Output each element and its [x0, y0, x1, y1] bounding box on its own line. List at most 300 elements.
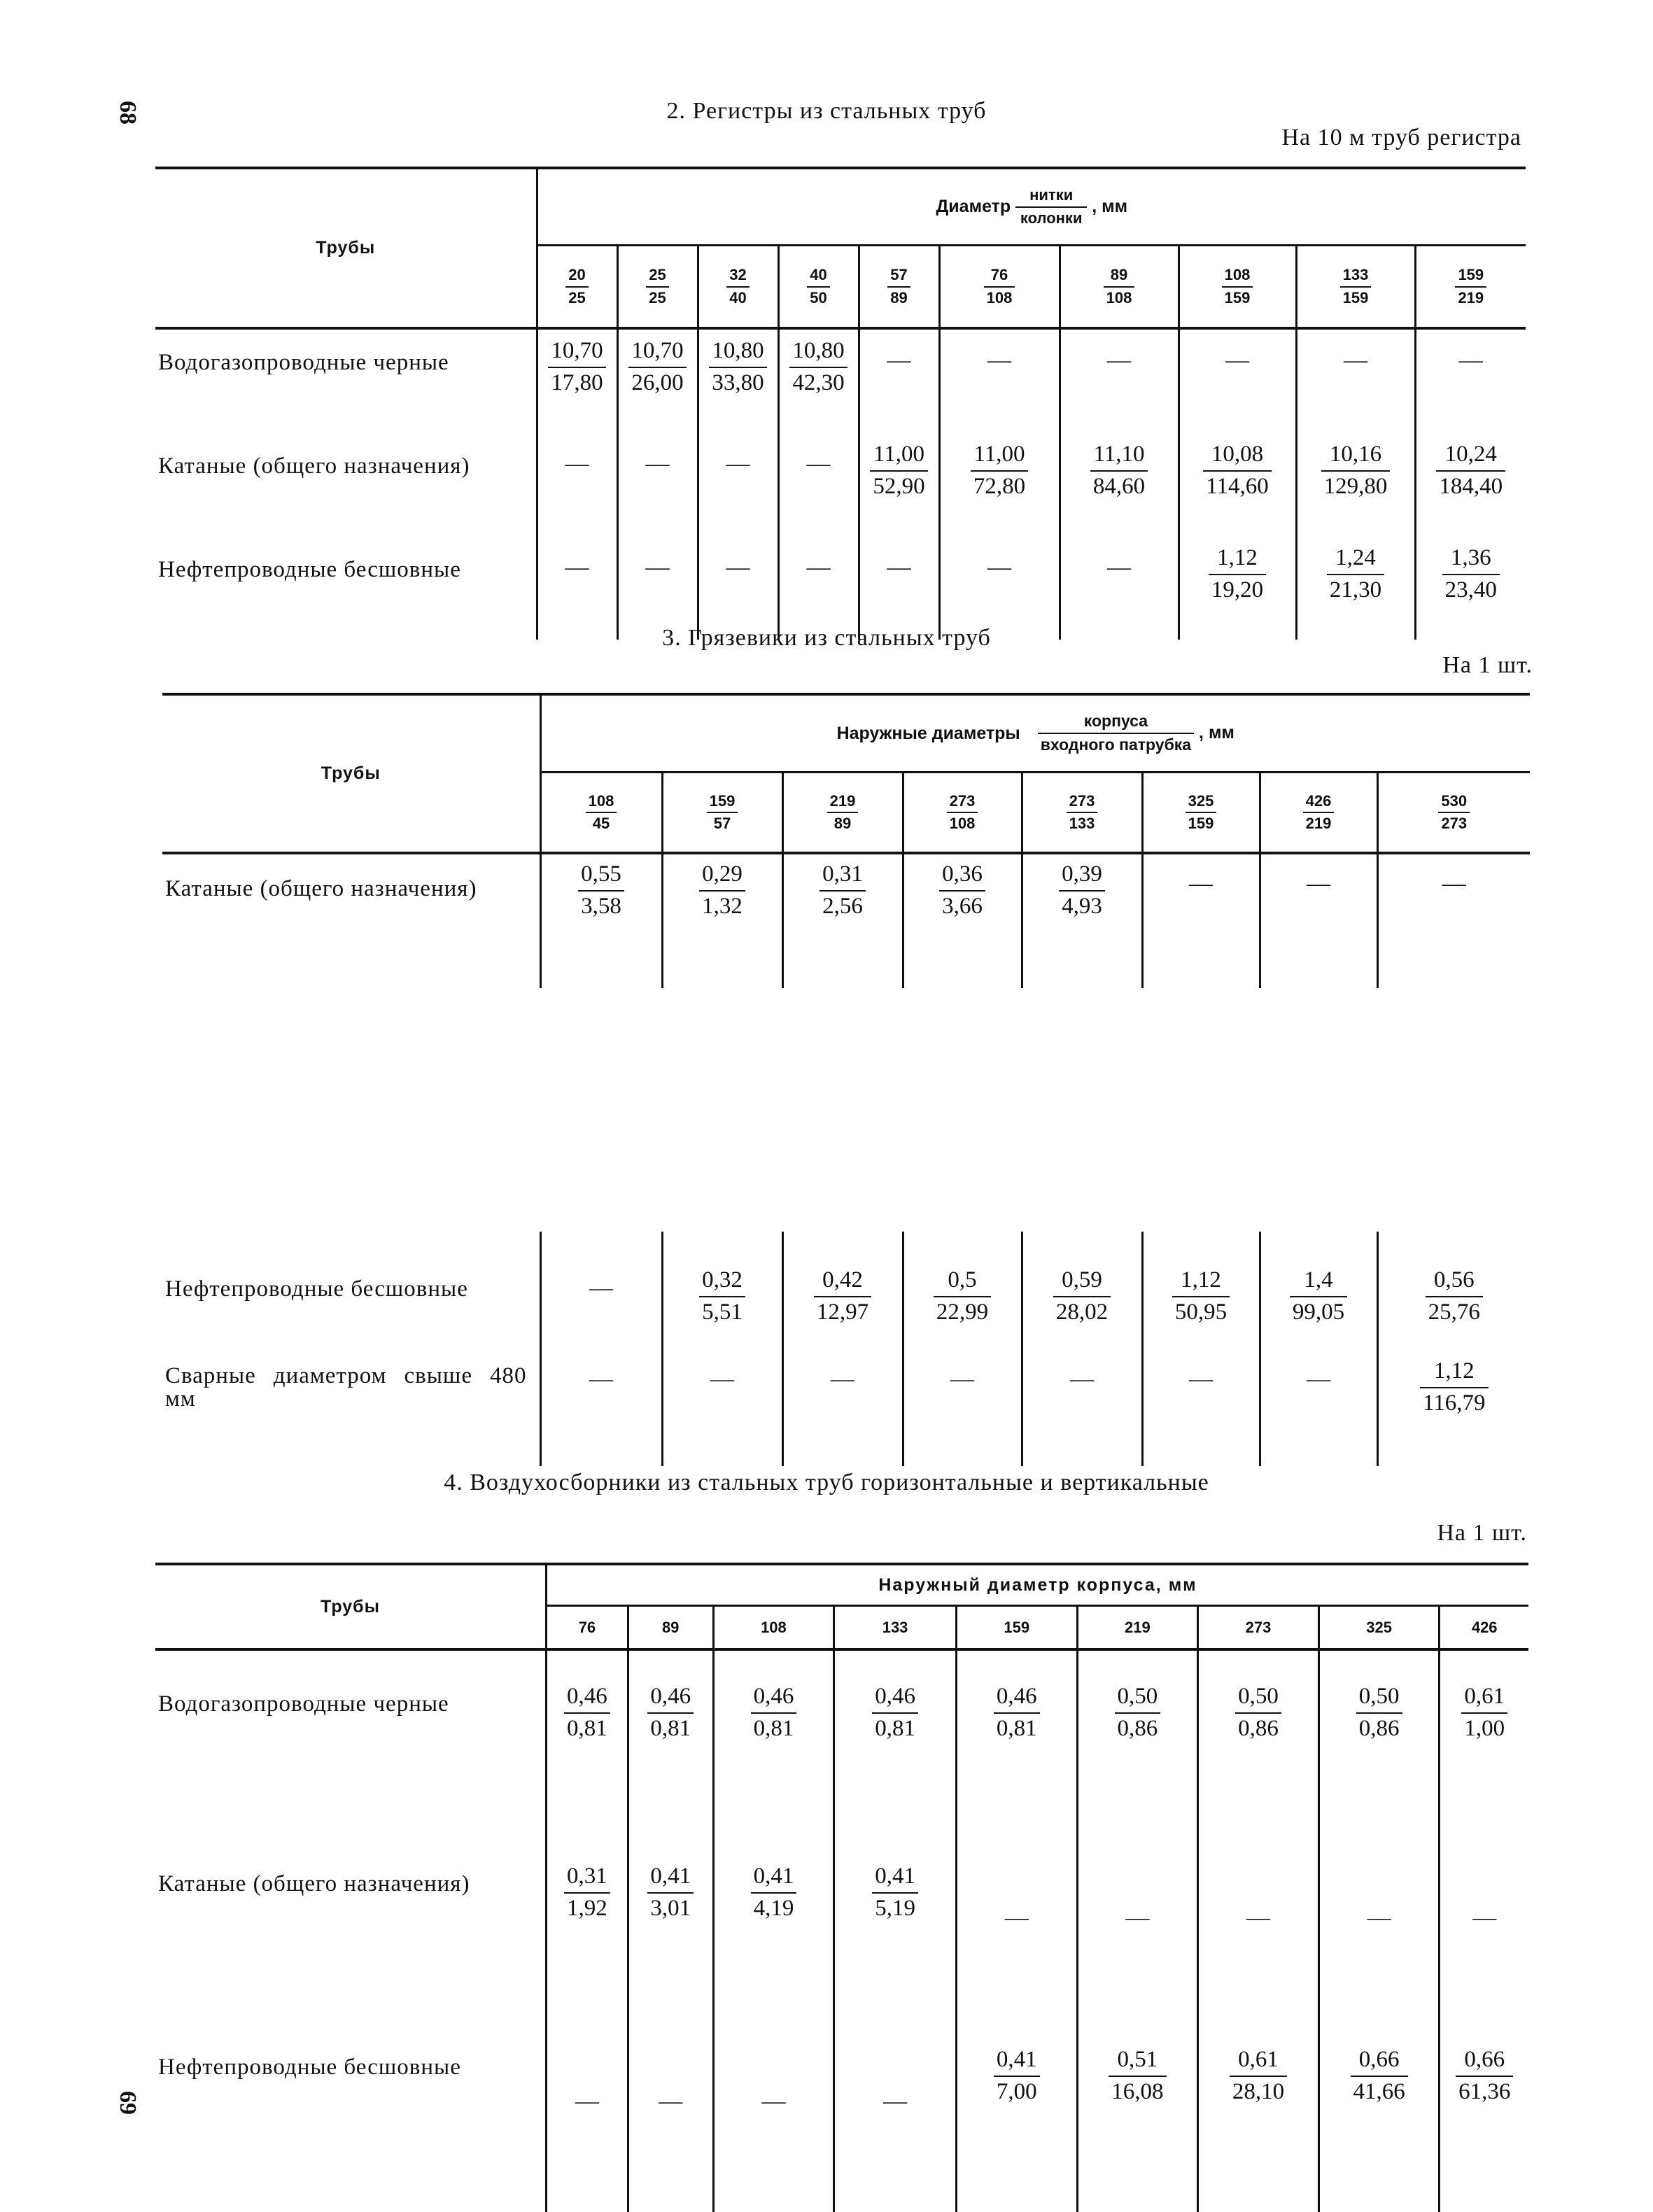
section2-col-header-label: Трубы — [155, 168, 537, 328]
fraction-numerator: 89 — [1104, 266, 1135, 287]
table-cell — [782, 854, 903, 988]
empty-dash: — — [575, 2088, 599, 2114]
value-fraction — [586, 792, 617, 833]
fraction-denominator: 17,80 — [551, 369, 603, 395]
fraction-denominator: 41,66 — [1353, 2078, 1405, 2104]
value-fraction — [1303, 792, 1335, 833]
fraction-denominator: 159 — [1224, 288, 1251, 307]
table-cell — [1179, 536, 1296, 640]
value-fraction — [872, 1863, 918, 1922]
page-number-top: 68 — [115, 101, 141, 125]
value-fraction — [707, 792, 738, 833]
fraction-numerator: 108 — [586, 792, 617, 813]
empty-dash: — — [1225, 347, 1249, 373]
value-fraction — [548, 337, 605, 397]
fraction-numerator: 10,80 — [789, 337, 847, 368]
fraction-numerator: 1,12 — [1420, 1358, 1489, 1388]
column-header: 325 — [1318, 1606, 1440, 1649]
table-cell — [1296, 536, 1415, 640]
column-header — [939, 246, 1060, 329]
fraction-numerator: 0,55 — [578, 861, 624, 892]
table-cell — [1142, 1355, 1260, 1466]
fraction-denominator: 2,56 — [822, 893, 863, 919]
fraction-denominator: 0,81 — [875, 1715, 915, 1741]
table-cell — [540, 854, 662, 988]
column-header — [698, 246, 778, 329]
empty-dash: — — [806, 451, 831, 477]
column-header — [1415, 246, 1526, 329]
fraction-denominator: 12,97 — [816, 1299, 869, 1325]
table-cell — [834, 2011, 957, 2212]
fraction-numerator: 11,10 — [1090, 441, 1148, 472]
table-cell — [713, 1828, 834, 2011]
value-fraction — [751, 1683, 797, 1742]
table-cell — [1077, 1648, 1198, 1828]
empty-dash: — — [1189, 1366, 1213, 1392]
table-cell — [537, 536, 617, 640]
value-fraction — [1455, 266, 1486, 307]
fraction-denominator: 1,00 — [1464, 1715, 1505, 1741]
fraction-denominator: 219 — [1458, 288, 1484, 307]
fraction-denominator: 0,81 — [753, 1715, 794, 1741]
table-cell — [834, 1648, 957, 1828]
value-fraction — [1356, 1683, 1402, 1742]
empty-dash: — — [659, 2088, 683, 2114]
table-cell — [1060, 536, 1179, 640]
empty-dash: — — [883, 2088, 908, 2114]
value-fraction — [1235, 1683, 1281, 1742]
value-fraction — [870, 441, 927, 500]
table-row — [162, 1355, 1530, 1466]
column-header — [859, 246, 939, 329]
empty-dash: — — [1070, 1366, 1094, 1392]
section4-table — [155, 1563, 1528, 1651]
fraction-numerator: 0,50 — [1356, 1683, 1402, 1714]
column-header — [1022, 773, 1142, 854]
empty-dash: — — [726, 554, 750, 580]
value-fraction — [726, 266, 749, 307]
empty-dash: — — [1367, 1905, 1391, 1931]
table-cell — [903, 854, 1022, 988]
table-cell — [859, 432, 939, 536]
column-header — [903, 773, 1022, 854]
column-header — [782, 773, 903, 854]
fraction-numerator: 0,32 — [699, 1267, 745, 1297]
fraction-numerator: 133 — [1340, 266, 1372, 287]
fraction-numerator: 0,50 — [1115, 1683, 1161, 1714]
fraction-denominator: 45 — [592, 815, 610, 832]
table-cell — [956, 1828, 1077, 2011]
fraction-numerator: 0,46 — [564, 1683, 610, 1714]
section3-table — [162, 693, 1530, 854]
value-fraction — [1327, 544, 1384, 604]
table-cell — [547, 1648, 628, 1828]
column-header — [1296, 246, 1415, 329]
value-fraction — [1059, 861, 1105, 920]
table-cell — [778, 432, 859, 536]
fraction-numerator: 0,5 — [934, 1267, 991, 1297]
fraction-denominator: 23,40 — [1444, 577, 1497, 603]
value-fraction — [807, 266, 829, 307]
value-fraction — [1067, 792, 1098, 833]
value-fraction — [820, 861, 866, 920]
table-cell — [1022, 1232, 1142, 1355]
fraction-denominator: 89 — [890, 288, 908, 307]
empty-dash: — — [806, 554, 831, 580]
value-fraction — [947, 792, 978, 833]
table-row — [155, 1648, 1528, 1828]
section4-col-header-label: Трубы — [155, 1564, 547, 1649]
table-cell — [778, 329, 859, 432]
value-fraction — [872, 1683, 918, 1742]
value-fraction — [578, 861, 624, 920]
table-cell — [547, 1828, 628, 2011]
fraction-denominator: 25,76 — [1428, 1299, 1480, 1325]
value-fraction — [1436, 441, 1505, 500]
table-row — [155, 1828, 1528, 2011]
empty-dash: — — [987, 554, 1011, 580]
fraction-denominator: 3,58 — [581, 893, 621, 919]
row-label: Водогазопроводные черные — [158, 350, 449, 375]
table-cell — [1060, 432, 1179, 536]
value-fraction — [939, 861, 985, 920]
table-cell — [1296, 329, 1415, 432]
fraction-denominator: 4,19 — [753, 1895, 794, 1921]
table-cell — [698, 329, 778, 432]
fraction-numerator: 10,70 — [628, 337, 686, 368]
fraction-numerator: 1,4 — [1290, 1267, 1347, 1297]
fraction-denominator: 129,80 — [1323, 473, 1388, 499]
fraction-denominator: 3,66 — [942, 893, 983, 919]
value-fraction — [1186, 792, 1217, 833]
fraction-denominator: 0,86 — [1117, 1715, 1158, 1741]
fraction-numerator: 273 — [1067, 792, 1098, 813]
table-cell — [1415, 536, 1526, 640]
section3-diam-suffix: , мм — [1199, 723, 1235, 743]
empty-dash: — — [589, 1366, 613, 1392]
fraction-denominator: 273 — [1441, 815, 1468, 832]
value-fraction — [1053, 1267, 1111, 1326]
table-cell — [662, 1355, 782, 1466]
table-row — [155, 432, 1526, 536]
fraction-denominator: 25 — [568, 288, 586, 307]
column-header — [1179, 246, 1296, 329]
section2-diam-den: колонки — [1020, 209, 1083, 227]
value-fraction — [1115, 1683, 1161, 1742]
row-label: Нефтепроводные бесшовные — [165, 1276, 468, 1302]
row-label: Нефтепроводные бесшовные — [158, 2055, 461, 2080]
fraction-numerator: 530 — [1438, 792, 1470, 813]
table-cell — [1377, 854, 1530, 988]
empty-dash: — — [565, 451, 589, 477]
row-label: Сварные диаметром свыше 480 мм — [165, 1363, 527, 1411]
table-cell — [628, 1648, 713, 1828]
fraction-numerator: 1,36 — [1442, 544, 1500, 575]
value-fraction — [984, 266, 1015, 307]
column-header — [1260, 773, 1377, 854]
fraction-numerator: 0,41 — [872, 1863, 918, 1894]
table-cell — [617, 536, 698, 640]
empty-dash: — — [1004, 1905, 1029, 1931]
table-cell — [1296, 432, 1415, 536]
table-cell — [698, 432, 778, 536]
value-fraction — [789, 337, 847, 397]
value-fraction — [564, 1863, 610, 1922]
value-fraction — [1442, 544, 1500, 604]
value-fraction — [647, 1683, 694, 1742]
empty-dash: — — [565, 554, 589, 580]
fraction-denominator: 3,01 — [650, 1895, 691, 1921]
fraction-numerator: 32 — [726, 266, 749, 287]
fraction-denominator: 33,80 — [712, 369, 764, 395]
table-cell — [1318, 1828, 1440, 2011]
value-fraction — [814, 1267, 871, 1326]
value-fraction — [699, 861, 745, 920]
section3-table-body-bottom — [162, 1232, 1530, 1466]
table-cell — [1198, 1648, 1319, 1828]
fraction-numerator: 1,24 — [1327, 544, 1384, 575]
value-fraction — [1109, 2046, 1166, 2106]
fraction-denominator: 57 — [713, 815, 731, 832]
value-fraction — [1426, 1267, 1483, 1326]
table-cell — [1377, 1355, 1530, 1466]
empty-dash: — — [761, 2088, 786, 2114]
value-fraction — [647, 1863, 694, 1922]
fraction-numerator: 0,66 — [1456, 2046, 1513, 2077]
section3-diam-den: входного патрубка — [1040, 735, 1192, 754]
fraction-denominator: 0,81 — [996, 1715, 1037, 1741]
column-header — [662, 773, 782, 854]
table-cell — [834, 1828, 957, 2011]
table-cell — [1060, 329, 1179, 432]
empty-dash: — — [645, 554, 670, 580]
section2-diam-fraction — [1015, 186, 1087, 227]
table-cell — [1077, 1828, 1198, 2011]
table-cell — [782, 1355, 903, 1466]
value-fraction — [564, 1683, 610, 1742]
table-cell — [628, 1828, 713, 2011]
fraction-numerator: 273 — [947, 792, 978, 813]
fraction-numerator: 1,12 — [1209, 544, 1266, 575]
value-fraction — [1420, 1358, 1489, 1417]
fraction-denominator: 159 — [1342, 288, 1369, 307]
empty-dash: — — [645, 451, 670, 477]
value-fraction — [994, 1683, 1040, 1742]
value-fraction — [1222, 266, 1253, 307]
table-cell — [939, 536, 1060, 640]
value-fraction — [1172, 1267, 1230, 1326]
fraction-denominator: 114,60 — [1206, 473, 1269, 499]
table-cell — [537, 432, 617, 536]
table-cell — [1318, 2011, 1440, 2212]
fraction-denominator: 21,30 — [1329, 577, 1382, 603]
fraction-denominator: 0,86 — [1358, 1715, 1400, 1741]
fraction-denominator: 133 — [1069, 815, 1095, 832]
fraction-denominator: 159 — [1188, 815, 1214, 832]
column-header — [1377, 773, 1530, 854]
table-row — [162, 1232, 1530, 1355]
fraction-numerator: 0,46 — [994, 1683, 1040, 1714]
empty-dash: — — [887, 347, 911, 373]
column-header: 426 — [1440, 1606, 1528, 1649]
column-header — [1060, 246, 1179, 329]
column-header: 76 — [547, 1606, 628, 1649]
row-label: Катаные (общего назначения) — [158, 453, 470, 479]
table-cell — [1022, 854, 1142, 988]
table-row — [155, 329, 1526, 432]
fraction-denominator: 5,19 — [875, 1895, 915, 1921]
fraction-numerator: 0,61 — [1461, 1683, 1507, 1714]
fraction-denominator: 116,79 — [1422, 1390, 1486, 1416]
fraction-denominator: 42,30 — [792, 369, 845, 395]
table-cell — [939, 432, 1060, 536]
table-cell — [628, 2011, 713, 2212]
fraction-numerator: 10,24 — [1436, 441, 1505, 472]
value-fraction — [827, 792, 859, 833]
table-row — [155, 2011, 1528, 2212]
section2-unit: На 10 м труб регистра — [1281, 125, 1521, 150]
empty-dash: — — [1458, 347, 1483, 373]
value-fraction — [1321, 441, 1391, 500]
value-fraction — [994, 2046, 1040, 2106]
empty-dash: — — [1189, 871, 1213, 896]
empty-dash: — — [887, 554, 911, 580]
row-label: Катаные (общего назначения) — [158, 1871, 470, 1896]
fraction-numerator: 0,41 — [751, 1863, 797, 1894]
table-cell — [1440, 2011, 1528, 2212]
value-fraction — [1290, 1267, 1347, 1326]
table-cell — [859, 329, 939, 432]
fraction-numerator: 159 — [707, 792, 738, 813]
value-fraction — [565, 266, 588, 307]
fraction-denominator: 40 — [729, 288, 747, 307]
value-fraction — [699, 1267, 745, 1326]
fraction-denominator: 84,60 — [1092, 473, 1146, 499]
section4-unit: На 1 шт. — [1437, 1520, 1527, 1546]
fraction-numerator: 0,41 — [647, 1863, 694, 1894]
fraction-numerator: 0,46 — [872, 1683, 918, 1714]
table-cell — [956, 2011, 1077, 2212]
section4-table-body — [155, 1648, 1528, 2212]
fraction-denominator: 50,95 — [1174, 1299, 1228, 1325]
empty-dash: — — [1107, 554, 1131, 580]
empty-dash: — — [1246, 1905, 1271, 1931]
column-header: 159 — [956, 1606, 1077, 1649]
table-cell — [1142, 1232, 1260, 1355]
fraction-denominator: 5,51 — [702, 1299, 743, 1325]
fraction-numerator: 0,29 — [699, 861, 745, 892]
empty-dash: — — [1442, 871, 1466, 896]
empty-dash: — — [1307, 1366, 1330, 1392]
empty-dash: — — [1125, 1905, 1150, 1931]
column-header: 273 — [1198, 1606, 1319, 1649]
table-cell — [1077, 2011, 1198, 2212]
fraction-numerator: 10,16 — [1321, 441, 1391, 472]
value-fraction — [1090, 441, 1148, 500]
fraction-denominator: 4,93 — [1062, 893, 1102, 919]
value-fraction — [1230, 2046, 1287, 2106]
table-cell — [1179, 329, 1296, 432]
row-label: Катаные (общего назначения) — [165, 876, 477, 901]
section2-diam-suffix: , мм — [1092, 197, 1128, 216]
value-fraction — [1104, 266, 1135, 307]
fraction-numerator: 0,46 — [647, 1683, 694, 1714]
fraction-numerator: 20 — [565, 266, 588, 287]
table-cell — [1022, 1355, 1142, 1466]
section3-diam-fraction — [1038, 712, 1194, 754]
value-fraction — [1340, 266, 1372, 307]
fraction-denominator: 219 — [1305, 815, 1332, 832]
table-cell — [540, 1232, 662, 1355]
column-header — [617, 246, 698, 329]
fraction-numerator: 10,70 — [548, 337, 605, 368]
table-cell — [537, 329, 617, 432]
fraction-numerator: 0,46 — [751, 1683, 797, 1714]
fraction-numerator: 25 — [646, 266, 668, 287]
fraction-denominator: 72,80 — [973, 473, 1026, 499]
table-row — [155, 536, 1526, 640]
fraction-numerator: 108 — [1222, 266, 1253, 287]
table-cell — [778, 536, 859, 640]
fraction-denominator: 7,00 — [996, 2078, 1037, 2104]
table-cell — [1260, 854, 1377, 988]
table-cell — [1440, 1828, 1528, 2011]
table-cell — [713, 2011, 834, 2212]
fraction-numerator: 40 — [807, 266, 829, 287]
fraction-denominator: 0,81 — [650, 1715, 691, 1741]
table-cell — [547, 2011, 628, 2212]
table-cell — [1179, 432, 1296, 536]
column-header — [540, 773, 662, 854]
fraction-numerator: 76 — [984, 266, 1015, 287]
table-row — [162, 854, 1530, 988]
fraction-denominator: 184,40 — [1439, 473, 1503, 499]
fraction-numerator: 426 — [1303, 792, 1335, 813]
section3-diameter-header — [540, 694, 1530, 773]
section2-table — [155, 167, 1526, 330]
fraction-denominator: 0,86 — [1238, 1715, 1279, 1741]
fraction-numerator: 0,31 — [564, 1863, 610, 1894]
value-fraction — [1209, 544, 1266, 604]
fraction-numerator: 0,51 — [1109, 2046, 1166, 2077]
fraction-denominator: 25 — [649, 288, 666, 307]
fraction-denominator: 89 — [833, 815, 852, 832]
table-cell — [782, 1232, 903, 1355]
value-fraction — [1203, 441, 1272, 500]
fraction-numerator: 0,42 — [814, 1267, 871, 1297]
table-cell — [1260, 1232, 1377, 1355]
table-cell — [540, 1355, 662, 1466]
table-cell — [903, 1355, 1022, 1466]
section3-title: 3. Грязевики из стальных труб — [662, 625, 991, 651]
fraction-numerator: 10,80 — [709, 337, 766, 368]
empty-dash: — — [831, 1366, 854, 1392]
table-cell — [1440, 1648, 1528, 1828]
column-header: 108 — [713, 1606, 834, 1649]
fraction-numerator: 57 — [887, 266, 910, 287]
fraction-numerator: 11,00 — [971, 441, 1028, 472]
table-cell — [617, 329, 698, 432]
section2-table-body — [155, 329, 1526, 640]
empty-dash: — — [950, 1366, 974, 1392]
fraction-denominator: 108 — [949, 815, 976, 832]
empty-dash: — — [987, 347, 1011, 373]
fraction-denominator: 61,36 — [1458, 2078, 1511, 2104]
fraction-numerator: 0,66 — [1351, 2046, 1408, 2077]
empty-dash: — — [589, 1275, 613, 1301]
value-fraction — [934, 1267, 991, 1326]
empty-dash: — — [1307, 871, 1330, 896]
